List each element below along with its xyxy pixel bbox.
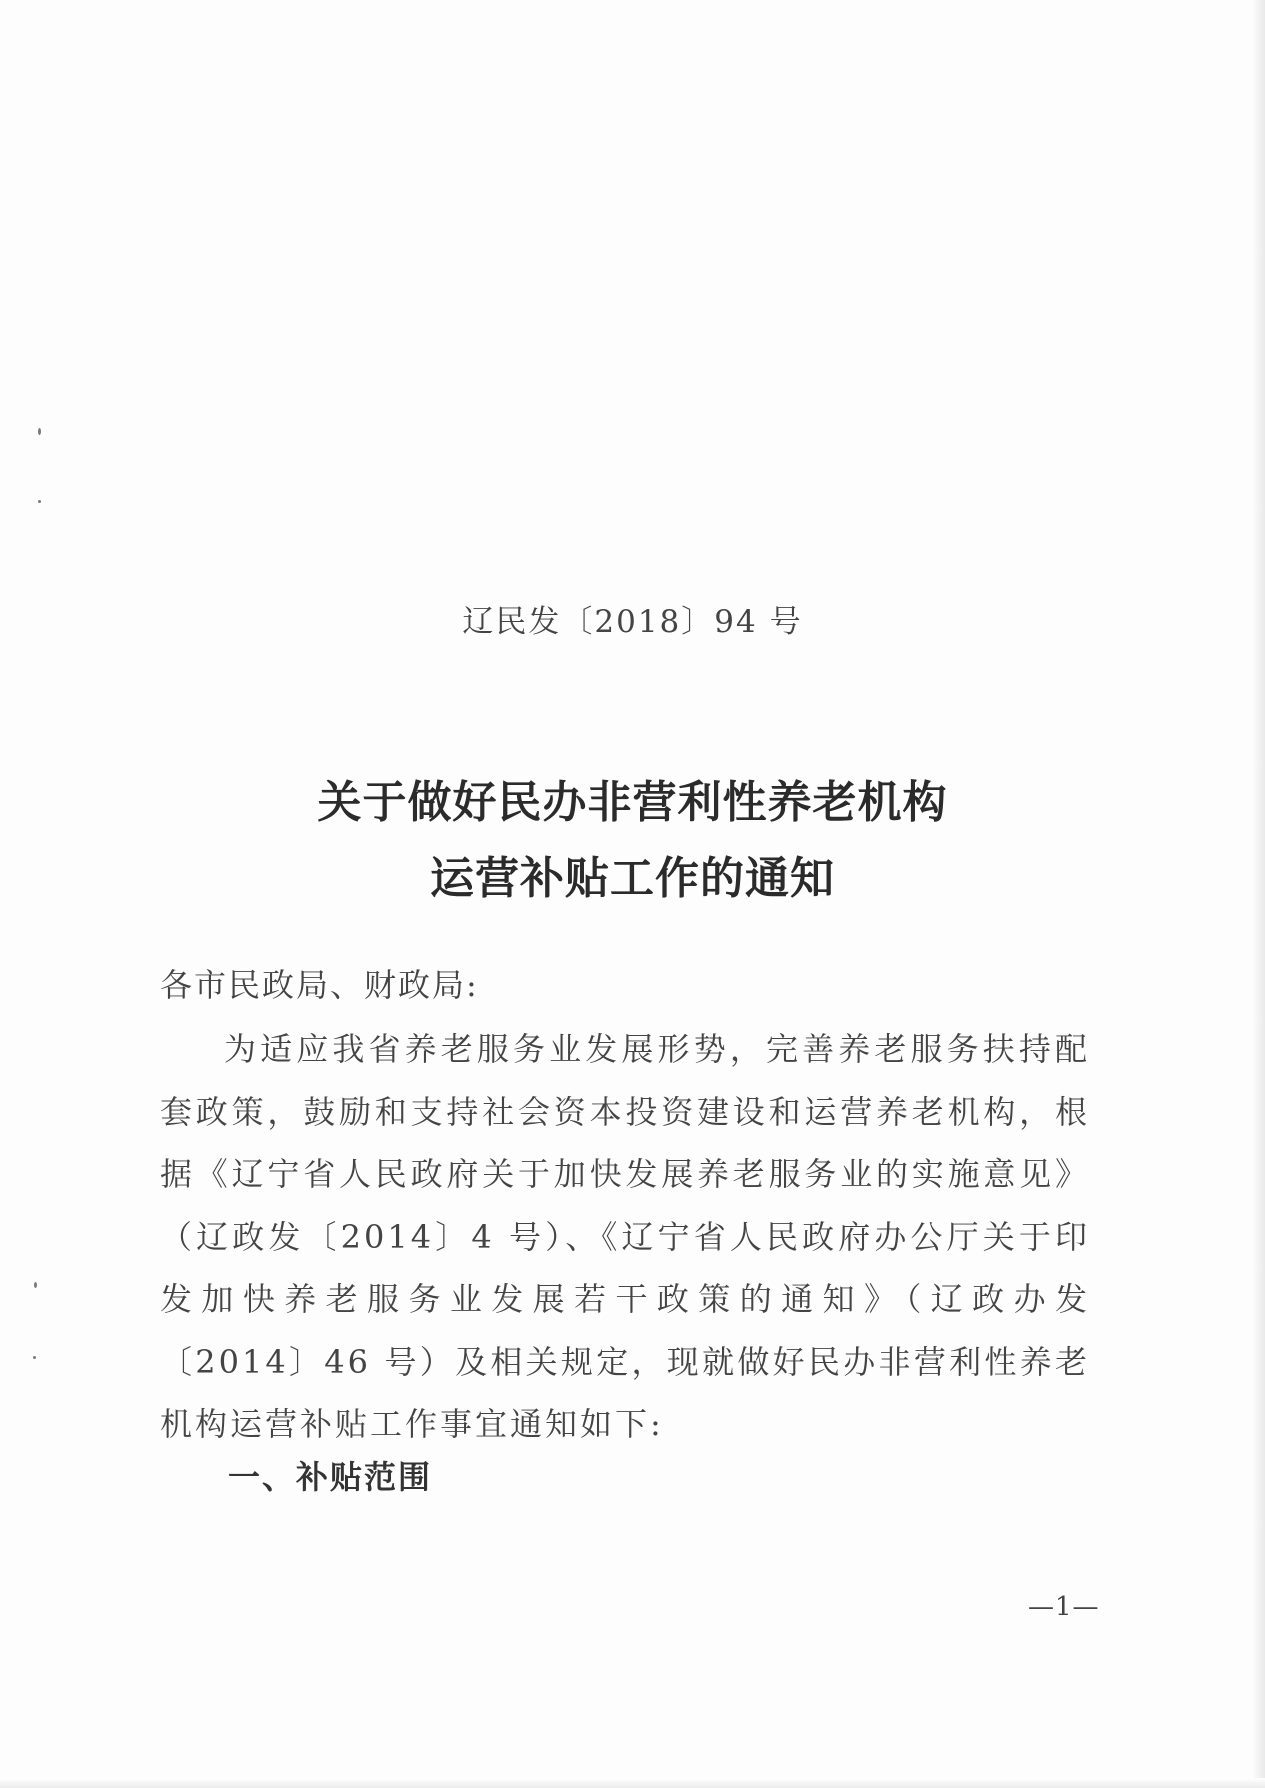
page-number: —1— [1028,1592,1100,1622]
addressee: 各市民政局、财政局: [160,966,479,1004]
section-heading: 一、补贴范围 [228,1458,433,1496]
document-title-line-1: 关于做好民办非营利性养老机构 [317,777,948,828]
scan-speck [38,500,41,503]
document-title-line-2: 运营补贴工作的通知 [430,853,835,904]
page-bottom-shadow [0,1778,1265,1788]
scan-speck [33,1356,36,1359]
body-paragraph: 为适应我省养老服务业发展形势，完善养老服务扶持配套政策，鼓励和支持社会资本投资建设和运营养老机构，根据《辽宁省人民政府关于加快发展养老服务业的实施意见》（辽政发〔2014〕4 号）、《辽宁省人民政府办公厅关于印发加快养老服务业发展若干政策的通知》（辽政办发〔2014〕46 号）及相关规定，现就做好民办非营利性养老机构运营补贴工作事宜通知如下: [160,1030,1090,1443]
scan-speck [38,428,41,435]
scan-speck [34,1282,37,1288]
document-number: 辽民发〔2018〕94 号 [462,604,803,640]
